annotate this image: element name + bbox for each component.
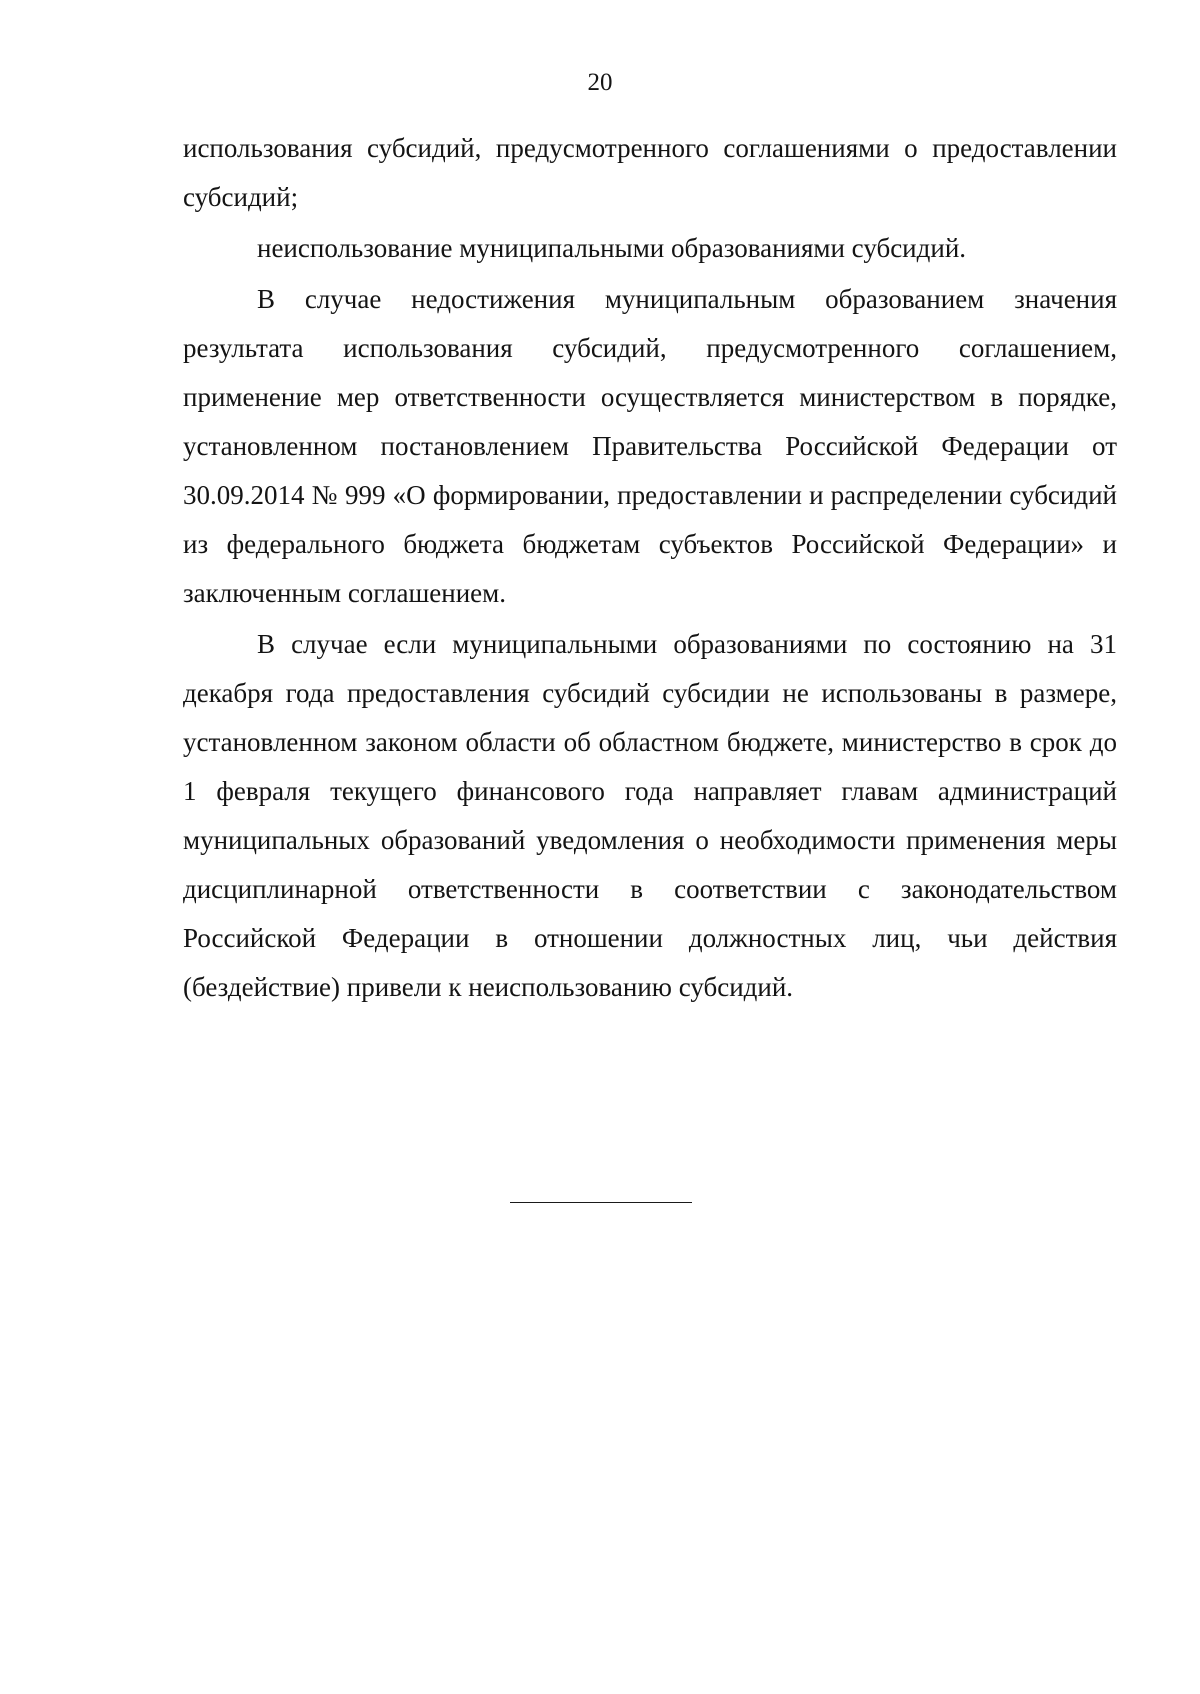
paragraph-responsibility: В случае недостижения муниципальным образованием значения результата использования субсидий, предусмотренного соглашением, применение мер ответственности осуществляется министерством в порядке, установленном постановлением Правительства Российской Федерации от 30.09.2014 № 999 «О формировании, предоставлении и распределении субсидий из федерального бюджета бюджетам субъектов Российской Федерации» и заключенным соглашением. <box>183 284 1117 608</box>
end-of-document-rule <box>510 1202 692 1203</box>
paragraph-continuation: использования субсидий, предусмотренного соглашениями о предоставлении субсидий; <box>183 133 1117 212</box>
page-number: 20 <box>587 69 613 96</box>
document-body <box>183 124 1117 1012</box>
paragraph-notification: В случае если муниципальными образованиями по состоянию на 31 декабря года предоставления субсидий субсидии не использованы в размере, установленном законом области об областном бюджете, министерство в срок до 1 февраля текущего финансового года направляет главам администраций муниципальных образований уведомления о необходимости применения меры дисциплинарной ответственности в соответствии с законодательством Российской Федерации в отношении должностных лиц, чьи действия (бездействие) привели к неиспользованию субсидий. <box>183 629 1117 1002</box>
paragraph-non-use: неиспользование муниципальными образованиями субсидий. <box>257 233 967 263</box>
